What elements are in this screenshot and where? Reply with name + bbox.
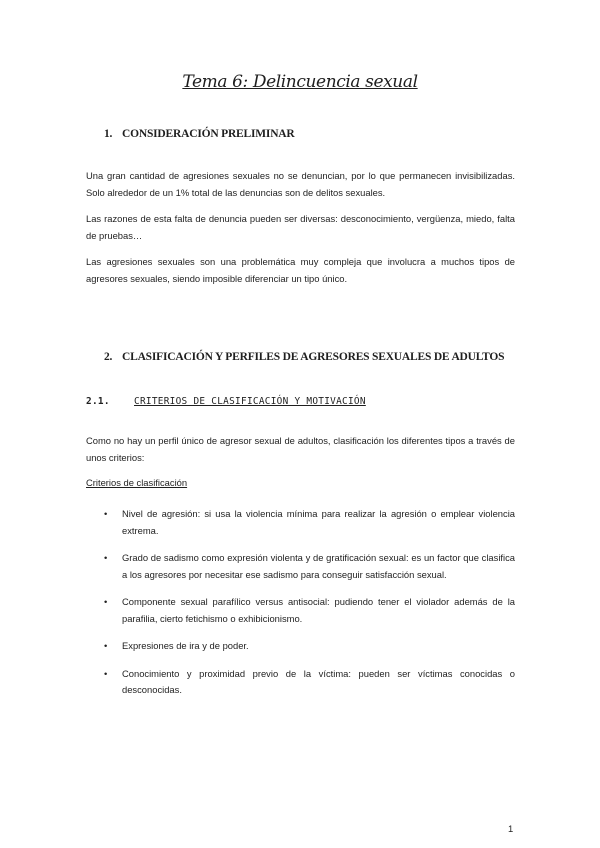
bullet-icon: • bbox=[104, 667, 108, 679]
document-title: Tema 6: Delincuencia sexual bbox=[182, 72, 418, 92]
section-1-paragraph-3: Las agresiones sexuales son una problemática muy compleja que involucra a muchos tipos de agresores sexuales, siendo imposible diferenciar un tipo único. bbox=[86, 256, 515, 284]
list-item-text: Conocimiento y proximidad previo de la víctima: pueden ser víctimas conocidas o desconocidas. bbox=[122, 667, 515, 695]
section-2-heading bbox=[104, 351, 504, 363]
bullet-icon: • bbox=[104, 508, 108, 519]
list-item bbox=[86, 638, 515, 655]
section-1-paragraph-1: Una gran cantidad de agresiones sexuales no se denuncian, por lo que permanecen invisibilizadas. Solo alrededor de un 1% total de las denuncias son de delitos sexuales. bbox=[86, 170, 515, 198]
subsection-2-1-heading bbox=[86, 396, 366, 407]
list-item-text: Expresiones de ira y de poder. bbox=[122, 640, 249, 651]
list-item-text: Grado de sadismo como expresión violenta y de gratificación sexual: es un factor que clasifica a los agresores por necesitar ese sadismo para conseguir satisfacción sexual. bbox=[122, 552, 515, 580]
bullet-icon: • bbox=[104, 596, 108, 607]
list-item-text: Componente sexual parafílico versus antisocial: pudiendo tener el violador además de la parafilia, cierto fetichismo o exhibicionismo. bbox=[122, 596, 515, 624]
section-2-number: 2. bbox=[104, 351, 113, 363]
list-item bbox=[86, 550, 515, 583]
list-item bbox=[86, 594, 515, 627]
page-number: 1 bbox=[508, 823, 514, 834]
subsection-2-1-number: 2.1. bbox=[86, 396, 110, 407]
bullet-icon: • bbox=[104, 640, 108, 651]
list-item bbox=[86, 506, 515, 539]
criteria-list bbox=[86, 506, 515, 710]
bullet-icon: • bbox=[104, 552, 108, 563]
criteria-subheading: Criterios de clasificación bbox=[86, 477, 188, 488]
section-1-number: 1. bbox=[104, 128, 113, 140]
subsection-2-1-title: CRITERIOS DE CLASIFICACIÓN Y MOTIVACIÓN bbox=[134, 396, 366, 407]
section-2-intro: Como no hay un perfil único de agresor sexual de adultos, clasificación los diferentes tipos a través de unos criterios: bbox=[86, 435, 515, 463]
section-1-paragraph-2: Las razones de esta falta de denuncia pueden ser diversas: desconocimiento, vergüenza, miedo, falta de pruebas… bbox=[86, 213, 515, 241]
section-2-title: CLASIFICACIÓN Y PERFILES DE AGRESORES SEXUALES DE ADULTOS bbox=[122, 351, 505, 363]
list-item bbox=[86, 666, 515, 699]
section-1-heading bbox=[104, 128, 295, 140]
list-item-text: Nivel de agresión: si usa la violencia mínima para realizar la agresión o emplear violencia extrema. bbox=[122, 508, 515, 536]
section-1-title: CONSIDERACIÓN PRELIMINAR bbox=[122, 128, 295, 140]
